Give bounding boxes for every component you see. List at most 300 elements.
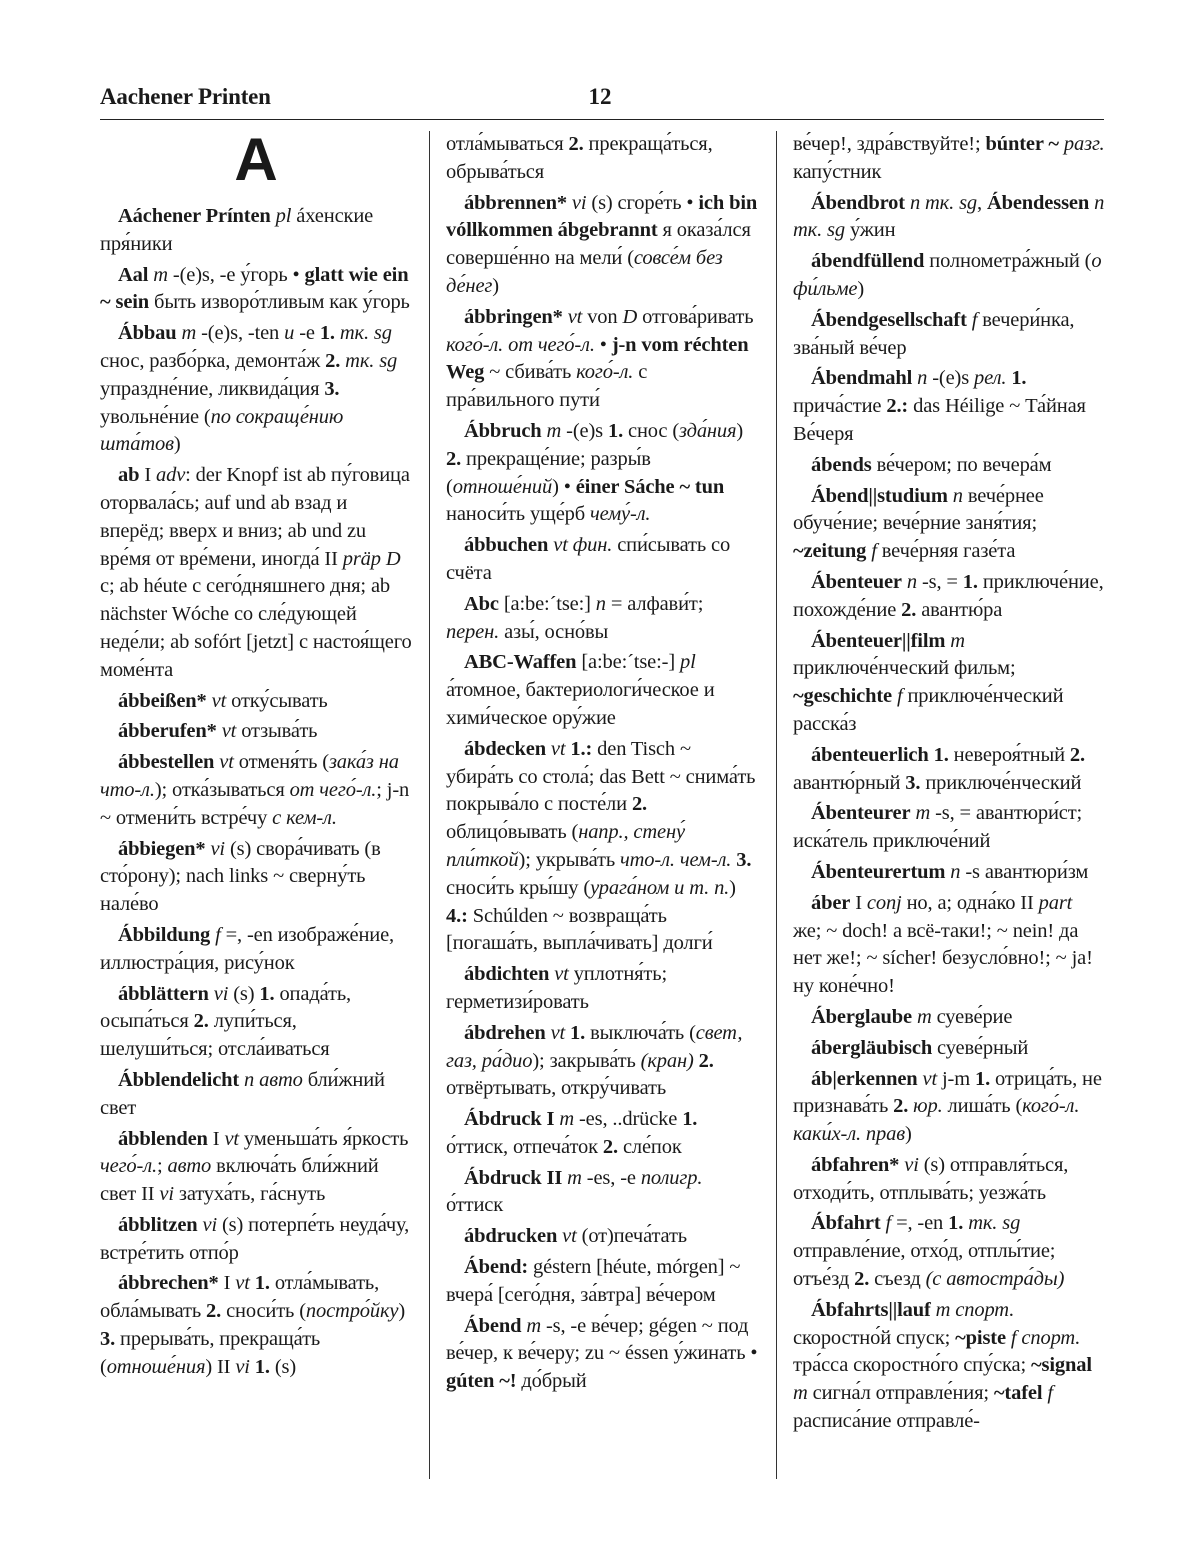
entry-text: полнометра́жный ( — [924, 250, 1092, 273]
entry-text: упраздне́ние, ликвида́ция — [100, 377, 325, 400]
entry-text: : der Knopf ist ab пу́говица оторвала́сь; auf und ab взад и вперёд; вверх и вниз; ab und zu вре́мя от вре́мени, иногда́ II — [100, 464, 410, 570]
entry-text: лупи́ться, шелуши́ться; отсла́иваться — [100, 1010, 330, 1061]
entry-text: вече́рнее обуче́ние; вече́рние заня́тия; — [793, 484, 1044, 535]
label-text: тк. sg — [340, 349, 398, 372]
label-text: m — [945, 629, 965, 652]
entry-text: вече́рняя газе́та — [876, 540, 1016, 563]
headword-text: ~geschichte — [793, 685, 892, 708]
headword-text: 2. — [446, 447, 462, 470]
label-text: conj — [866, 891, 902, 914]
dictionary-entry — [100, 462, 412, 684]
label-text: m — [148, 263, 168, 286]
entry-text: ) — [173, 433, 181, 456]
dictionary-entry — [793, 452, 1105, 480]
dictionary-entry — [446, 1165, 760, 1221]
entry-text: азы́, осно́вы — [499, 620, 609, 643]
entry-text: сноси́ть кры́шу ( — [446, 876, 591, 899]
label-text: f спорт. — [1005, 1326, 1081, 1349]
running-head: Aachener Printen — [100, 84, 271, 109]
entry-text: приключе́ние, похожде́ние — [793, 570, 1104, 621]
headword-text: 1. — [1006, 367, 1027, 390]
entry-text: ; — [156, 1155, 168, 1178]
entry-text: ) II — [205, 1355, 236, 1378]
column-1 — [100, 126, 412, 1385]
label-text: кого́-л. от чего́-л. — [446, 333, 595, 356]
label-text: рел. — [974, 367, 1007, 390]
entry-text: -es, -e — [581, 1166, 641, 1189]
label-text: vt — [206, 689, 227, 712]
entry-text: тра́сса скоростно́го спу́ска; — [793, 1354, 1031, 1377]
entry-text: невероя́тный — [948, 743, 1070, 766]
entry-text: а́томное, бактериологи́ческое и хими́ческое ору́жие — [446, 679, 715, 729]
entry-text: den Tisch ~ убира́ть со стола́; das Bett ~ снима́ть покрыва́ло с посте́ли — [446, 737, 756, 816]
headword-text: 1.: — [565, 737, 593, 760]
label-text: part — [1038, 891, 1073, 914]
entry-text: Schúlden ~ возвраща́ть [погаша́ть, выпла́чивать] долги́ — [446, 904, 713, 955]
entry-text: géstern [héute, mórgen] ~ вчера́ [сего́дня, за́втра] ве́чером — [446, 1256, 741, 1306]
entry-text: о́ттиск, отпеча́ток — [446, 1135, 603, 1158]
headword-text: Ábendmahl — [811, 367, 913, 390]
entry-text: отрица́ть, не признава́ть — [793, 1067, 1102, 1118]
headword-text: ábbuchen — [464, 534, 549, 557]
label-text: n — [912, 367, 928, 390]
entry-text: , — [977, 191, 987, 214]
entry-text: уплотня́ть; герметизи́ровать — [446, 963, 667, 1013]
label-text: с кем-л. — [272, 806, 337, 829]
dictionary-entry — [793, 483, 1105, 566]
headword-text: 1. — [319, 322, 335, 345]
dictionary-entry — [793, 890, 1105, 1001]
headword-text: Ábenteurertum — [811, 860, 946, 883]
entry-text: ); закрыва́ть — [532, 1049, 641, 1072]
headword-text: ábdecken — [464, 737, 546, 760]
entry-text: [a:be:´tse:-] — [576, 651, 681, 674]
entry-text: =, -en — [891, 1212, 949, 1235]
entry-text: отла́мывать, обла́мывать — [100, 1272, 380, 1323]
entry-text: спи́сывать со счёта — [446, 534, 731, 584]
entry-text: ) — [904, 1123, 912, 1146]
label-text: юр. — [908, 1095, 943, 1118]
headword-text: éiner Sáche ~ tun — [575, 475, 725, 498]
headword-text: ABC-Waffen — [464, 651, 577, 674]
dictionary-entry — [793, 365, 1105, 448]
headword-text: ábdichten — [464, 963, 550, 986]
headword-text: 1. — [948, 1212, 964, 1235]
dictionary-entry — [446, 1106, 760, 1162]
label-text: перен. — [446, 620, 500, 643]
entry-text: ) — [492, 274, 499, 297]
label-text: n тк. sg — [904, 191, 977, 214]
headword-text: búnter ~ — [985, 133, 1059, 155]
dictionary-entry — [793, 190, 1105, 246]
dictionary-entry — [100, 1212, 412, 1268]
label-text: vt — [214, 751, 234, 774]
entry-text: = алфави́т; — [605, 592, 704, 615]
dictionary-entry — [793, 1152, 1105, 1208]
label-text: vi — [208, 982, 229, 1005]
entry-text: приключе́нческий расска́з — [793, 685, 1064, 735]
label-text: vi — [899, 1153, 919, 1176]
headword-text: Ábend||studium — [811, 484, 948, 507]
headword-text: ábfahren* — [811, 1153, 900, 1176]
label-text: кого́-л. каки́х-л. прав — [793, 1095, 1080, 1146]
dictionary-entry — [793, 628, 1105, 739]
dictionary-entry — [793, 1004, 1105, 1032]
entry-text: быть изворо́тливым как у́горь — [149, 291, 410, 314]
headword-text: ~piste — [955, 1326, 1006, 1349]
headword-text: Ábend — [464, 1314, 522, 1337]
dictionary-entry — [446, 418, 760, 529]
entry-text: -(e)s, -e у́горь • — [167, 263, 305, 286]
headword-text: 3. — [905, 771, 921, 794]
label-text: m — [793, 1382, 808, 1405]
dictionary-entry — [446, 1313, 760, 1396]
entry-text: áхенские пря́ники — [100, 205, 374, 255]
label-text: vt — [545, 737, 566, 760]
label-text: vt — [224, 1127, 239, 1150]
headword-text: 2. — [193, 1010, 209, 1033]
label-text: m — [541, 419, 562, 442]
label-text: (с автостра́ды) — [925, 1268, 1065, 1291]
label-text: отноше́ний — [452, 475, 553, 498]
headword-text: ábends — [811, 453, 872, 476]
headword-text: glatt wie ein ~ sein — [100, 263, 409, 314]
entry-text: -e — [294, 322, 320, 345]
entry-text: облицо́вывать ( — [446, 821, 579, 844]
entry-text: приключе́нческий фильм; — [793, 657, 1016, 680]
label-text: vt — [549, 963, 569, 986]
label-text: тк. sg — [334, 322, 392, 345]
label-text: D — [622, 305, 638, 328]
entry-text: отку́сывать — [226, 689, 328, 712]
label-text: чему́-л. — [590, 503, 651, 526]
headword-text: Ábendbrot — [811, 191, 905, 214]
dictionary-entry — [793, 1210, 1105, 1293]
headword-text: Abc — [464, 592, 499, 615]
label-text: постро́йку — [305, 1300, 399, 1323]
dictionary-entry — [100, 1126, 412, 1209]
entry-text: (s) сгоре́ть • — [586, 191, 699, 214]
entry-text: о́ттиск — [446, 1194, 504, 1217]
entry-text: (s) отправля́ться, отходи́ть, отплыва́ть; уезжа́ть — [793, 1153, 1069, 1204]
dictionary-entry — [446, 1223, 760, 1251]
headword-text: 2. — [602, 1135, 618, 1158]
headword-text: 2. — [901, 598, 917, 621]
entry-text: выключа́ть ( — [585, 1021, 696, 1044]
entry-text: [a:be:´tse:] — [498, 592, 596, 615]
entry-text: -es, ..drücke — [574, 1108, 683, 1131]
dictionary-entry — [793, 800, 1105, 856]
headword-text: ábendfüllend — [811, 250, 925, 273]
headword-text: ~signal — [1031, 1354, 1092, 1377]
entry-text: лиша́ть ( — [942, 1095, 1023, 1118]
entry-text: (s) свора́чивать (в сто́рону); nach links ~ сверну́ть нале́во — [100, 837, 381, 916]
label-text: f — [966, 308, 978, 331]
entry-text: авантю́ра — [916, 598, 1003, 621]
dictionary-entry — [100, 1270, 412, 1381]
label-text: f — [880, 1212, 892, 1235]
dictionary-entry — [446, 131, 760, 187]
dictionary-entry — [100, 262, 412, 318]
headword-text: Ábbildung — [118, 923, 211, 946]
dictionary-entry — [100, 718, 412, 746]
entry-text: das Héilige ~ Та́йная Ве́черя — [793, 395, 1086, 445]
headword-text: ich bin vóllkommen ábgebrannt — [446, 191, 758, 242]
entry-text: но, а; одна́ко II — [901, 891, 1039, 914]
entries — [100, 203, 412, 1382]
headword-text: Ábendessen — [986, 191, 1090, 214]
headword-text: 2. — [893, 1095, 909, 1118]
label-text: m — [562, 1166, 582, 1189]
headword-text: ábblenden — [118, 1127, 208, 1150]
headword-text: 2. — [854, 1268, 870, 1291]
entry-text: приключе́нческий — [920, 771, 1082, 794]
entry-text: прича́стие — [793, 395, 887, 418]
entry-text: вечери́нка, зва́ный ве́чер — [793, 308, 1075, 359]
label-text: vi — [205, 837, 225, 860]
entry-text: I — [218, 1272, 236, 1295]
entry-text: отла́мываться — [446, 133, 569, 155]
headword-text: Ábenteuer — [811, 570, 902, 593]
headword-text: ábbringen* — [464, 305, 563, 328]
headword-text: 1. — [565, 1021, 586, 1044]
entry-text: j-m — [937, 1067, 975, 1090]
headword-text: 1. — [249, 1355, 270, 1378]
headword-text: ábbeißen* — [118, 689, 207, 712]
entry-text: -s авантюри́зм — [960, 860, 1089, 883]
section-letter: A — [234, 126, 278, 193]
column-divider — [776, 131, 777, 1479]
entry-text: ) • — [552, 475, 576, 498]
entry-text: капу́стник — [793, 160, 882, 183]
label-text: кого́-л. — [576, 361, 634, 384]
entry-text: включа́ть бли́жний свет II — [100, 1155, 379, 1206]
label-text: чего́-л. — [100, 1155, 157, 1178]
dictionary-entry — [446, 532, 760, 588]
label-text: n — [945, 860, 961, 883]
entry-text: у́жин — [844, 219, 896, 242]
headword-text: Áberglaube — [811, 1005, 913, 1028]
entry-text: -(e)s, -ten — [196, 322, 285, 345]
label-text: vi — [197, 1213, 218, 1236]
headword-text: áber — [811, 891, 851, 914]
label-text: тк. sg — [963, 1212, 1021, 1235]
entry-text: -(e)s — [927, 367, 975, 390]
headword-text: 1. — [607, 419, 624, 442]
entry-text: до́брый — [516, 1370, 587, 1393]
label-text: отноше́ния — [106, 1355, 206, 1378]
column-2 — [446, 131, 760, 1399]
label-text: vi — [159, 1183, 174, 1206]
dictionary-entry — [446, 736, 760, 958]
headword-text: 1. — [962, 570, 978, 593]
entry-text: ве́чером; по вечера́м — [871, 453, 1052, 476]
entry-text: снос, разбо́рка, демонта́ж — [100, 349, 326, 372]
headword-text: ábbrechen* — [118, 1272, 219, 1295]
entry-text: ) — [857, 277, 865, 300]
entry-text: наноси́ть уще́рб — [446, 503, 590, 526]
headword-text: 2. — [568, 133, 584, 155]
label-text: n авто — [239, 1068, 303, 1091]
label-text: m спорт. — [930, 1298, 1015, 1321]
entry-text: с пра́вильного пути́ — [446, 361, 648, 412]
label-text: f — [891, 685, 903, 708]
dictionary-entry — [100, 320, 412, 459]
dictionary-entry — [793, 131, 1105, 187]
entry-text: ; j-n ~ отмени́ть встре́чу — [100, 778, 410, 829]
label-text: u — [284, 322, 295, 345]
label-text: m — [554, 1108, 575, 1131]
headword-text: ábbiegen* — [118, 837, 206, 860]
entry-text: -s, = — [916, 570, 963, 593]
entry-text: суеве́рный — [932, 1036, 1029, 1059]
headword-text: 2. — [631, 793, 648, 816]
headword-text: ábberufen* — [118, 720, 217, 743]
dictionary-entry — [793, 1066, 1105, 1149]
entry-text: сле́пок — [617, 1135, 682, 1158]
headword-text: ábblitzen — [118, 1213, 198, 1236]
entry-text: ) — [729, 876, 736, 899]
entry-text: ) — [398, 1300, 406, 1323]
entry-text: ве́чер!, здра́вствуйте!; — [793, 133, 986, 155]
label-text: о фи́льме — [793, 250, 1102, 300]
label-text: n — [595, 592, 606, 615]
entry-text: сигна́л отправле́ния; — [807, 1382, 994, 1405]
entries — [446, 131, 760, 1396]
entry-text: ); отка́зываться — [154, 778, 290, 801]
entry-text: (s) потерпе́ть неуда́чу, встре́тить отпо́р — [100, 1213, 410, 1264]
label-text: pl — [680, 651, 696, 674]
entry-text: -s, = авантюри́ст; иска́тель приключе́ний — [793, 802, 1083, 853]
headword-text: Ábdruck I — [464, 1108, 555, 1131]
dictionary-entry — [446, 591, 760, 647]
page-number: 12 — [588, 84, 612, 109]
label-text: полигр. — [640, 1166, 703, 1189]
headword-text: j-n vom réchten Weg — [446, 333, 749, 384]
label-text: зда́ния — [679, 419, 737, 442]
dictionary-entry — [100, 922, 412, 978]
entry-text: von — [582, 305, 623, 328]
headword-text: ábdrehen — [464, 1021, 546, 1044]
header-rule — [100, 119, 1104, 120]
dictionary-entry — [793, 742, 1105, 798]
label-text: авто — [167, 1155, 212, 1178]
dictionary-entry — [446, 649, 760, 732]
dictionary-entry — [446, 1254, 760, 1310]
label-text: präp D — [342, 547, 401, 570]
headword-text: Ábfahrts||lauf — [811, 1298, 931, 1321]
column-divider — [429, 131, 430, 1479]
label-text: f — [1042, 1382, 1053, 1405]
entry-text: -(e)s — [561, 419, 608, 442]
headword-text: gúten ~! — [446, 1370, 517, 1393]
dictionary-entry — [446, 1020, 760, 1103]
dictionary-entry — [793, 569, 1105, 625]
label-text: напр., стену́ пли́ткой — [446, 821, 685, 871]
label-text: n — [947, 484, 963, 507]
label-text: f — [866, 540, 877, 563]
label-text: свет, газ, ра́дио — [446, 1021, 743, 1072]
entry-text: отменя́ть ( — [233, 751, 329, 774]
entry-text: съезд — [869, 1268, 926, 1291]
label-text: что-л. чем-л. — [620, 848, 732, 871]
entry-text: I — [850, 891, 867, 914]
headword-text: 1. — [974, 1067, 991, 1090]
entry-text: I — [207, 1127, 225, 1150]
label-text: по сокраще́нию шта́тов — [100, 405, 344, 456]
entry-text: прерыва́ть, прекраща́ть ( — [100, 1328, 321, 1378]
label-text: n тк. sg — [793, 191, 1105, 242]
label-text: m — [912, 1005, 932, 1028]
entry-text: =, -en изображе́ние, иллюстра́ция, рису́нок — [100, 923, 395, 974]
headword-text: ábergläubisch — [811, 1036, 933, 1059]
label-text: f — [210, 923, 221, 946]
dictionary-entry — [446, 304, 760, 415]
entry-text: ); укрыва́ть — [518, 848, 621, 871]
entry-text: скоростно́й спуск; — [793, 1326, 956, 1349]
headword-text: ab — [118, 464, 140, 487]
headword-text: Ábblendelicht — [118, 1068, 240, 1091]
headword-text: Ábenteuer||film — [811, 629, 946, 652]
label-text: n — [901, 570, 917, 593]
entry-text: сноси́ть ( — [221, 1300, 306, 1323]
entry-text: (s) — [269, 1355, 297, 1378]
label-text: m — [910, 802, 931, 825]
entry-text: I — [139, 464, 156, 487]
label-text: vt — [235, 1272, 250, 1295]
label-text: m — [176, 322, 197, 345]
label-text: m — [521, 1314, 541, 1337]
dictionary-entry — [100, 836, 412, 919]
headword-text: 2.: — [886, 395, 909, 418]
entry-text: суеве́рие — [931, 1005, 1013, 1028]
headword-text: 2. — [1069, 743, 1085, 766]
dictionary-entry — [100, 749, 412, 832]
dictionary-entry — [793, 1297, 1105, 1436]
headword-text: Aal — [118, 263, 149, 286]
entry-text: авантю́рный — [793, 771, 906, 794]
dictionary-entry — [793, 859, 1105, 887]
entry-text: расписа́ние отправле́- — [793, 1410, 980, 1433]
label-text: vt — [917, 1067, 937, 1090]
headword-text: ábenteuerlich 1. — [811, 743, 949, 766]
headword-text: Aáchener Prínten — [118, 205, 271, 227]
headword-text: 3. — [100, 1328, 116, 1351]
label-text: (кран) — [640, 1049, 694, 1072]
headword-text: 2. — [206, 1300, 222, 1323]
headword-text: 3. — [731, 848, 752, 871]
label-text: совсе́м без де́нег — [446, 247, 723, 297]
entry-text: прекраще́ние; разры́в ( — [446, 447, 651, 498]
headword-text: Ábend: — [464, 1256, 529, 1279]
headword-text: Ábendgesellschaft — [811, 308, 967, 331]
headword-text: ábbrennen* — [464, 191, 567, 214]
headword-text: Ábdruck II — [464, 1166, 563, 1189]
label-text: vt — [557, 1225, 577, 1248]
headword-text: 3. — [324, 377, 340, 400]
headword-text: Ábfahrt — [811, 1212, 881, 1235]
label-text: разг. — [1058, 133, 1105, 155]
headword-text: 1. — [682, 1108, 698, 1131]
headword-text: ábdrucken — [464, 1225, 558, 1248]
label-text: зака́з на что-л. — [100, 751, 399, 801]
dictionary-entry — [100, 1067, 412, 1123]
headword-text: 1. — [259, 982, 275, 1005]
headword-text: Ábenteurer — [811, 802, 911, 825]
headword-text: 2. — [693, 1049, 714, 1072]
dictionary-entry — [793, 1035, 1105, 1063]
entry-text: я оказа́лся соверше́нно на мели́ ( — [446, 219, 751, 270]
